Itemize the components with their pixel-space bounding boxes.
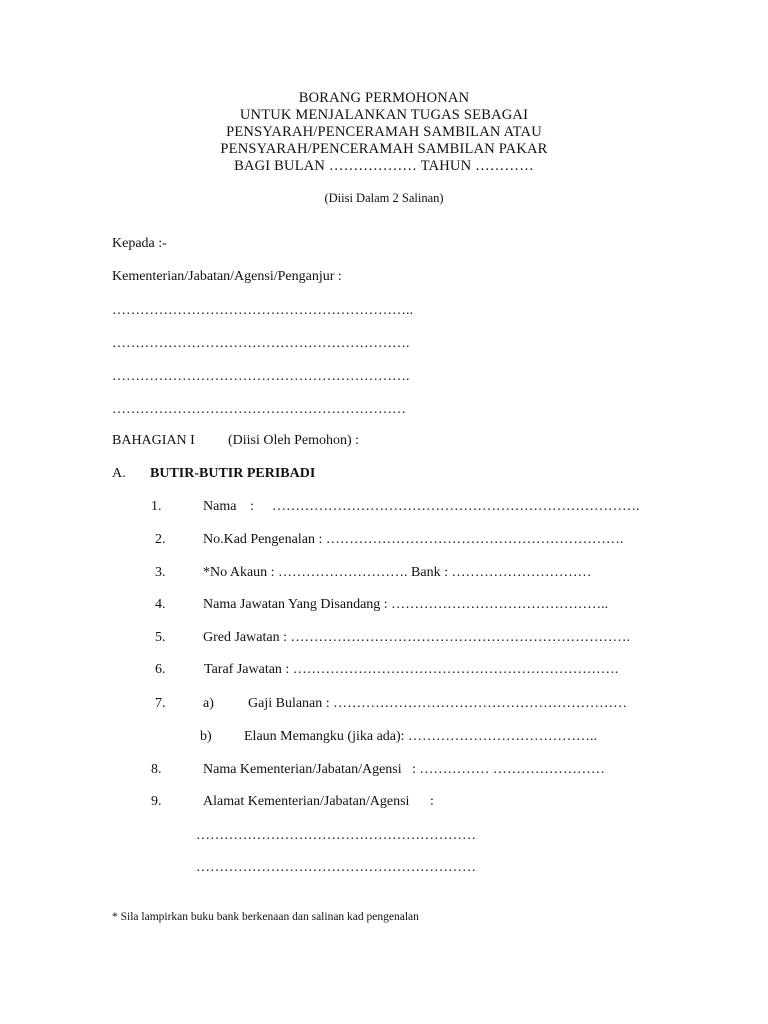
form-subtitle-line-1: UNTUK MENJALANKAN TUGAS SEBAGAI xyxy=(239,107,529,123)
footnote: * Sila lampirkan buku bank berkenaan dan salinan kad pengenalan xyxy=(112,911,419,923)
field-4-text: Nama Jawatan Yang Disandang : ……………………………………….. xyxy=(203,597,609,612)
field-6-text: Taraf Jawatan : ……………………………………………………………. xyxy=(204,662,619,677)
section-a-title: BUTIR-BUTIR PERIBADI xyxy=(150,466,316,481)
field-2-number: 2. xyxy=(155,532,166,547)
field-8-label: Nama Kementerian/Jabatan/Agensi xyxy=(203,762,402,777)
section-a-letter: A. xyxy=(112,466,126,481)
field-3-text: *No Akaun : ………………………. Bank : ………………………… xyxy=(203,565,592,580)
copies-note: (Diisi Dalam 2 Salinan) xyxy=(324,191,444,205)
field-2-text: No.Kad Pengenalan : ………………………………………………………. xyxy=(203,532,624,547)
form-title: BORANG PERMOHONAN xyxy=(298,90,470,106)
field-9-colon: : xyxy=(430,794,434,809)
field-5-number: 5. xyxy=(155,630,166,645)
field-8-dotted: : …………… …………………… xyxy=(412,762,605,777)
field-6-number: 6. xyxy=(155,662,166,677)
organisation-dotted-line-3: ………………………………………………………. xyxy=(112,369,410,384)
organisation-label: Kementerian/Jabatan/Agensi/Penganjur : xyxy=(112,269,342,284)
form-subtitle-line-3: PENSYARAH/PENCERAMAH SAMBILAN PAKAR xyxy=(220,141,548,157)
field-7-number: 7. xyxy=(155,696,166,711)
field-9-number: 9. xyxy=(151,794,162,809)
address-dotted-line-1: …………………………………………………… xyxy=(196,828,476,843)
organisation-dotted-line-2: ………………………………………………………. xyxy=(112,336,410,351)
field-1-number: 1. xyxy=(151,499,162,514)
organisation-dotted-line-4: ……………………………………………………… xyxy=(112,402,406,417)
part-one-heading: BAHAGIAN I xyxy=(112,433,195,448)
form-subtitle-line-2: PENSYARAH/PENCERAMAH SAMBILAN ATAU xyxy=(226,124,542,140)
field-1-label: Nama xyxy=(203,499,237,514)
field-4-number: 4. xyxy=(155,597,166,612)
field-9-label: Alamat Kementerian/Jabatan/Agensi xyxy=(203,794,410,809)
field-7a-letter: a) xyxy=(203,696,214,711)
field-7b-letter: b) xyxy=(200,729,212,744)
organisation-dotted-line-1: ……………………………………………………….. xyxy=(112,303,413,318)
field-7a-text: Gaji Bulanan : ……………………………………………………… xyxy=(248,696,628,711)
field-3-number: 3. xyxy=(155,565,166,580)
field-1-dotted: ……………………………………………………………………. xyxy=(272,499,640,514)
field-8-number: 8. xyxy=(151,762,162,777)
field-7b-text: Elaun Memangku (jika ada): ………………………………….. xyxy=(244,729,598,744)
kepada-label: Kepada :- xyxy=(112,236,167,251)
field-5-text: Gred Jawatan : ………………………………………………………………. xyxy=(203,630,630,645)
form-period-line: BAGI BULAN ……………… TAHUN ………… xyxy=(234,158,534,174)
field-1-colon: : xyxy=(250,499,254,514)
part-one-note: (Diisi Oleh Pemohon) : xyxy=(228,433,360,448)
address-dotted-line-2: …………………………………………………… xyxy=(196,860,476,875)
